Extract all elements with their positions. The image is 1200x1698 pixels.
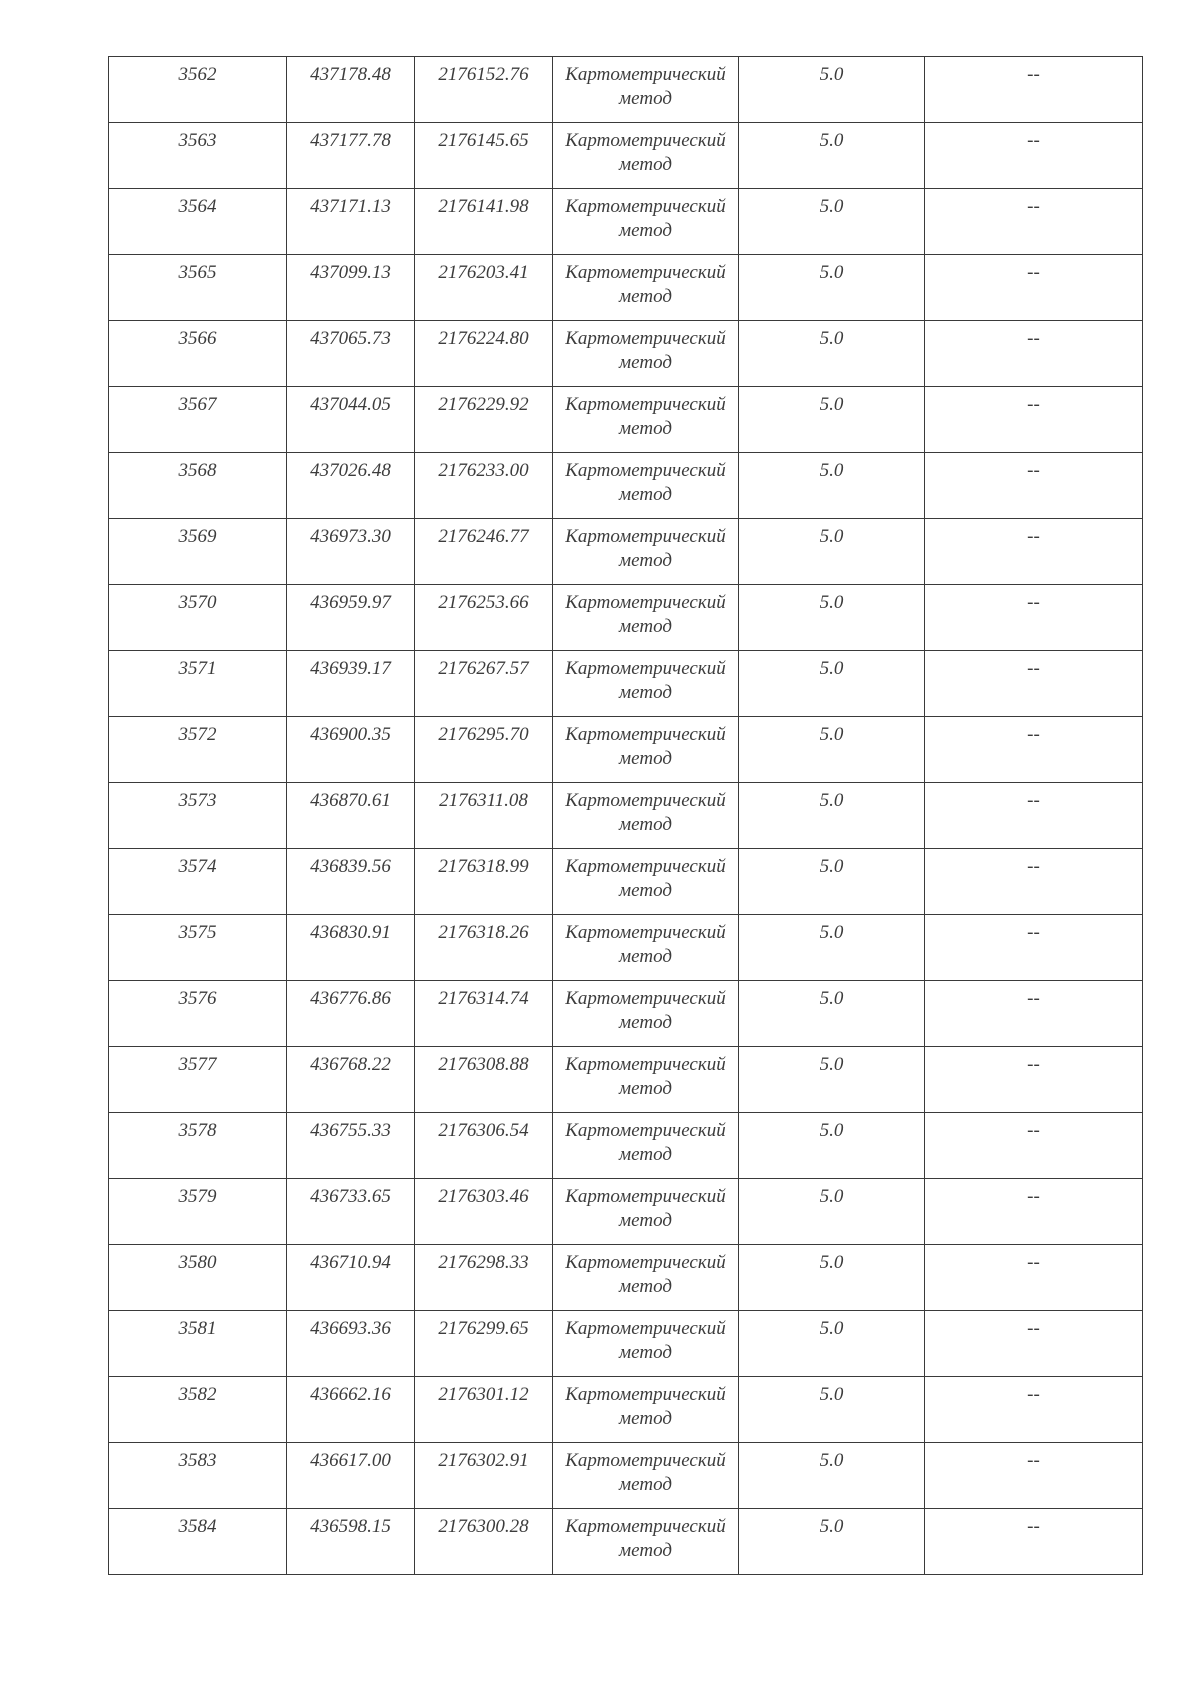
point-number-cell: 3576: [109, 981, 287, 1047]
point-number-cell: 3567: [109, 387, 287, 453]
accuracy-cell: 5.0: [739, 453, 925, 519]
method-cell: Картометрический метод: [553, 1245, 739, 1311]
x-coordinate-cell: 436973.30: [287, 519, 415, 585]
accuracy-cell: 5.0: [739, 321, 925, 387]
table-row: [109, 585, 1143, 651]
point-number-cell: 3564: [109, 189, 287, 255]
accuracy-cell: 5.0: [739, 189, 925, 255]
y-coordinate-cell: 2176152.76: [415, 57, 553, 123]
note-cell: --: [925, 1377, 1143, 1443]
table-row: [109, 1377, 1143, 1443]
table-row: [109, 1047, 1143, 1113]
document-page: [108, 56, 1142, 1575]
note-cell: --: [925, 1047, 1143, 1113]
note-cell: --: [925, 255, 1143, 321]
method-cell: Картометрический метод: [553, 585, 739, 651]
table-row: [109, 189, 1143, 255]
method-cell: Картометрический метод: [553, 321, 739, 387]
point-number-cell: 3572: [109, 717, 287, 783]
table-row: [109, 849, 1143, 915]
accuracy-cell: 5.0: [739, 519, 925, 585]
point-number-cell: 3583: [109, 1443, 287, 1509]
method-cell: Картометрический метод: [553, 57, 739, 123]
x-coordinate-cell: 437171.13: [287, 189, 415, 255]
point-number-cell: 3577: [109, 1047, 287, 1113]
table-row: [109, 717, 1143, 783]
note-cell: --: [925, 1443, 1143, 1509]
point-number-cell: 3580: [109, 1245, 287, 1311]
note-cell: --: [925, 717, 1143, 783]
note-cell: --: [925, 981, 1143, 1047]
method-cell: Картометрический метод: [553, 1377, 739, 1443]
accuracy-cell: 5.0: [739, 1509, 925, 1575]
accuracy-cell: 5.0: [739, 915, 925, 981]
table-row: [109, 1509, 1143, 1575]
y-coordinate-cell: 2176314.74: [415, 981, 553, 1047]
table-row: [109, 255, 1143, 321]
point-number-cell: 3573: [109, 783, 287, 849]
point-number-cell: 3569: [109, 519, 287, 585]
x-coordinate-cell: 437026.48: [287, 453, 415, 519]
x-coordinate-cell: 436598.15: [287, 1509, 415, 1575]
method-cell: Картометрический метод: [553, 123, 739, 189]
y-coordinate-cell: 2176141.98: [415, 189, 553, 255]
x-coordinate-cell: 436839.56: [287, 849, 415, 915]
coordinates-table: [108, 56, 1143, 1575]
x-coordinate-cell: 436693.36: [287, 1311, 415, 1377]
y-coordinate-cell: 2176308.88: [415, 1047, 553, 1113]
method-cell: Картометрический метод: [553, 1113, 739, 1179]
note-cell: --: [925, 321, 1143, 387]
y-coordinate-cell: 2176246.77: [415, 519, 553, 585]
table-row: [109, 1443, 1143, 1509]
method-cell: Картометрический метод: [553, 255, 739, 321]
accuracy-cell: 5.0: [739, 255, 925, 321]
y-coordinate-cell: 2176229.92: [415, 387, 553, 453]
table-row: [109, 453, 1143, 519]
table-row: [109, 321, 1143, 387]
y-coordinate-cell: 2176303.46: [415, 1179, 553, 1245]
table-row: [109, 387, 1143, 453]
note-cell: --: [925, 1113, 1143, 1179]
note-cell: --: [925, 1245, 1143, 1311]
point-number-cell: 3578: [109, 1113, 287, 1179]
accuracy-cell: 5.0: [739, 123, 925, 189]
method-cell: Картометрический метод: [553, 519, 739, 585]
y-coordinate-cell: 2176318.99: [415, 849, 553, 915]
point-number-cell: 3575: [109, 915, 287, 981]
method-cell: Картометрический метод: [553, 1311, 739, 1377]
y-coordinate-cell: 2176145.65: [415, 123, 553, 189]
x-coordinate-cell: 436710.94: [287, 1245, 415, 1311]
method-cell: Картометрический метод: [553, 189, 739, 255]
x-coordinate-cell: 437044.05: [287, 387, 415, 453]
point-number-cell: 3582: [109, 1377, 287, 1443]
note-cell: --: [925, 387, 1143, 453]
point-number-cell: 3571: [109, 651, 287, 717]
y-coordinate-cell: 2176299.65: [415, 1311, 553, 1377]
method-cell: Картометрический метод: [553, 1509, 739, 1575]
y-coordinate-cell: 2176203.41: [415, 255, 553, 321]
table-row: [109, 1311, 1143, 1377]
accuracy-cell: 5.0: [739, 387, 925, 453]
table-row: [109, 651, 1143, 717]
x-coordinate-cell: 436733.65: [287, 1179, 415, 1245]
x-coordinate-cell: 437065.73: [287, 321, 415, 387]
accuracy-cell: 5.0: [739, 1245, 925, 1311]
note-cell: --: [925, 585, 1143, 651]
point-number-cell: 3581: [109, 1311, 287, 1377]
note-cell: --: [925, 189, 1143, 255]
method-cell: Картометрический метод: [553, 717, 739, 783]
note-cell: --: [925, 519, 1143, 585]
note-cell: --: [925, 915, 1143, 981]
x-coordinate-cell: 436755.33: [287, 1113, 415, 1179]
x-coordinate-cell: 436870.61: [287, 783, 415, 849]
method-cell: Картометрический метод: [553, 1443, 739, 1509]
point-number-cell: 3584: [109, 1509, 287, 1575]
note-cell: --: [925, 1509, 1143, 1575]
y-coordinate-cell: 2176295.70: [415, 717, 553, 783]
y-coordinate-cell: 2176302.91: [415, 1443, 553, 1509]
accuracy-cell: 5.0: [739, 981, 925, 1047]
y-coordinate-cell: 2176253.66: [415, 585, 553, 651]
y-coordinate-cell: 2176301.12: [415, 1377, 553, 1443]
y-coordinate-cell: 2176224.80: [415, 321, 553, 387]
point-number-cell: 3570: [109, 585, 287, 651]
x-coordinate-cell: 436617.00: [287, 1443, 415, 1509]
y-coordinate-cell: 2176267.57: [415, 651, 553, 717]
accuracy-cell: 5.0: [739, 585, 925, 651]
table-body: [109, 57, 1143, 1575]
table-row: [109, 123, 1143, 189]
method-cell: Картометрический метод: [553, 783, 739, 849]
note-cell: --: [925, 453, 1143, 519]
x-coordinate-cell: 436900.35: [287, 717, 415, 783]
method-cell: Картометрический метод: [553, 387, 739, 453]
y-coordinate-cell: 2176311.08: [415, 783, 553, 849]
x-coordinate-cell: 436959.97: [287, 585, 415, 651]
table-row: [109, 1179, 1143, 1245]
method-cell: Картометрический метод: [553, 453, 739, 519]
method-cell: Картометрический метод: [553, 849, 739, 915]
accuracy-cell: 5.0: [739, 651, 925, 717]
point-number-cell: 3579: [109, 1179, 287, 1245]
table-row: [109, 57, 1143, 123]
table-row: [109, 783, 1143, 849]
note-cell: --: [925, 783, 1143, 849]
accuracy-cell: 5.0: [739, 1047, 925, 1113]
y-coordinate-cell: 2176318.26: [415, 915, 553, 981]
x-coordinate-cell: 437099.13: [287, 255, 415, 321]
accuracy-cell: 5.0: [739, 1113, 925, 1179]
table-row: [109, 519, 1143, 585]
point-number-cell: 3574: [109, 849, 287, 915]
method-cell: Картометрический метод: [553, 651, 739, 717]
table-row: [109, 915, 1143, 981]
accuracy-cell: 5.0: [739, 783, 925, 849]
point-number-cell: 3563: [109, 123, 287, 189]
x-coordinate-cell: 437178.48: [287, 57, 415, 123]
point-number-cell: 3565: [109, 255, 287, 321]
y-coordinate-cell: 2176306.54: [415, 1113, 553, 1179]
method-cell: Картометрический метод: [553, 981, 739, 1047]
note-cell: --: [925, 123, 1143, 189]
method-cell: Картометрический метод: [553, 1047, 739, 1113]
accuracy-cell: 5.0: [739, 1377, 925, 1443]
y-coordinate-cell: 2176233.00: [415, 453, 553, 519]
method-cell: Картометрический метод: [553, 1179, 739, 1245]
note-cell: --: [925, 1179, 1143, 1245]
accuracy-cell: 5.0: [739, 1311, 925, 1377]
y-coordinate-cell: 2176298.33: [415, 1245, 553, 1311]
x-coordinate-cell: 436662.16: [287, 1377, 415, 1443]
x-coordinate-cell: 436768.22: [287, 1047, 415, 1113]
note-cell: --: [925, 1311, 1143, 1377]
x-coordinate-cell: 436939.17: [287, 651, 415, 717]
table-row: [109, 1245, 1143, 1311]
accuracy-cell: 5.0: [739, 57, 925, 123]
point-number-cell: 3562: [109, 57, 287, 123]
note-cell: --: [925, 651, 1143, 717]
accuracy-cell: 5.0: [739, 1179, 925, 1245]
accuracy-cell: 5.0: [739, 849, 925, 915]
accuracy-cell: 5.0: [739, 1443, 925, 1509]
x-coordinate-cell: 436830.91: [287, 915, 415, 981]
method-cell: Картометрический метод: [553, 915, 739, 981]
note-cell: --: [925, 57, 1143, 123]
point-number-cell: 3566: [109, 321, 287, 387]
y-coordinate-cell: 2176300.28: [415, 1509, 553, 1575]
accuracy-cell: 5.0: [739, 717, 925, 783]
x-coordinate-cell: 436776.86: [287, 981, 415, 1047]
table-row: [109, 1113, 1143, 1179]
point-number-cell: 3568: [109, 453, 287, 519]
note-cell: --: [925, 849, 1143, 915]
x-coordinate-cell: 437177.78: [287, 123, 415, 189]
table-row: [109, 981, 1143, 1047]
